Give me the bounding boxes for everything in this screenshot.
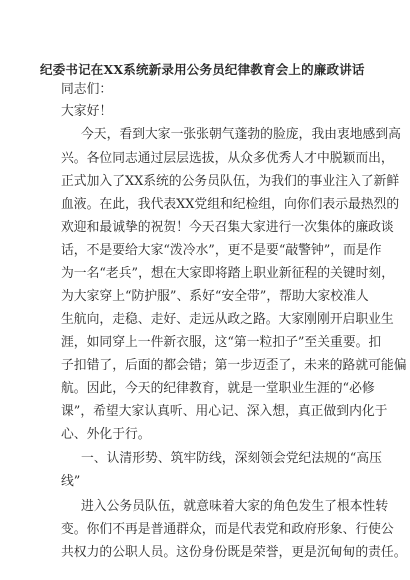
paragraph-line: 进入公务员队伍，就意味着大家的角色发生了根本性转 [81,499,389,514]
paragraph-line: 话，不是要给大家“泼冷水”，更不是要“敲警钟”，而是作 [61,243,382,258]
paragraph-line: 生航向，走稳、走好、走远从政之路。大家刚刚开启职业生 [61,312,394,327]
paragraph-line: 课”，希望大家认真听、用心记、深入想，真正做到内化于 [61,404,388,419]
paragraph-line: 今天，看到大家一张张朝气蓬勃的脸庞，我由衷地感到高 [81,127,401,142]
salutation-line: 同志们： [61,82,113,97]
paragraph-line: 心、外化于行。 [61,427,151,442]
paragraph-line: 子扣错了，后面的都会错；第一步迈歪了，未来的路就可能偏 [61,358,407,373]
paragraph-line: 为大家穿上“防护服”、系好“安全带”，帮助大家校准人 [61,289,369,304]
document-title: 纪委书记在XX系统新录用公务员纪律教育会上的廉政讲话 [40,62,365,77]
section-heading-line: 一、认清形势、筑牢防线，深刻领会党纪法规的“高压 [81,451,382,466]
paragraph-line: 变。你们不再是普通群众，而是代表党和政府形象、行使公 [61,522,394,537]
greeting-line: 大家好！ [61,104,113,119]
paragraph-line: 正式加入了XX系统的公务员队伍，为我们的事业注入了新鲜 [61,174,400,189]
paragraph-line: 航。因此，今天的纪律教育，就是一堂职业生涯的“必修 [61,381,375,396]
paragraph-line: 血液。在此，我代表XX党组和纪检组，向你们表示最热烈的 [61,197,400,212]
paragraph-line: 为一名“老兵”，想在大家即将踏上职业新征程的关键时刻， [61,266,395,281]
paragraph-line: 兴。各位同志通过层层选拔，从众多优秀人才中脱颖而出， [61,151,394,166]
paragraph-line: 欢迎和最诚挚的祝贺！今天召集大家进行一次集体的廉政谈 [61,220,394,235]
section-heading-line: 线” [61,474,81,489]
paragraph-line: 涯，如同穿上一件新衣服，这“第一粒扣子”至关重要。扣 [61,335,382,350]
paragraph-line: 共权力的公职人员。这份身份既是荣誉，更是沉甸甸的责任。 [61,545,407,560]
